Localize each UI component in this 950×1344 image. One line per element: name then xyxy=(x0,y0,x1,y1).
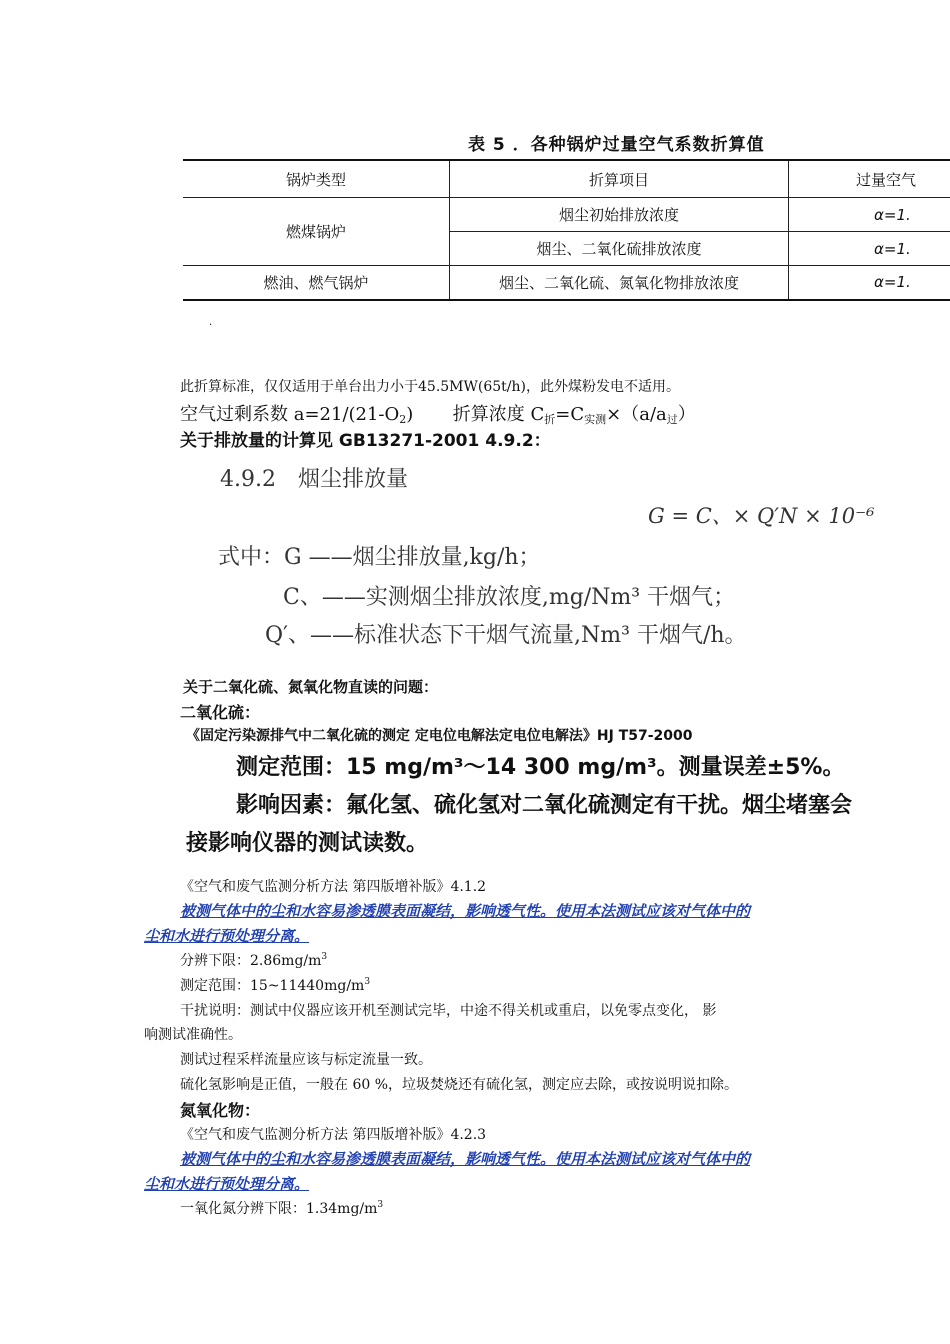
nox-warning-line1: 被测气体中的尘和水容易渗透膜表面凝结，影响透气性。使用本法测试应该对气体中的 xyxy=(180,1150,751,1168)
table-title: 表 5 ．各种锅炉过量空气系数折算值 xyxy=(468,135,765,155)
formula-ratio: ×（a/a xyxy=(606,404,667,425)
formula-line xyxy=(180,400,696,426)
formula-close: ) xyxy=(406,404,414,425)
standard-note: 此折算标准，仅仅适用于单台出力小于45.5MW(65t/h)，此外煤粉发电不适用。 xyxy=(180,379,680,395)
cube-superscript: 3 xyxy=(364,977,371,987)
no-resolution xyxy=(180,1198,383,1218)
so2-warning-line1: 被测气体中的尘和水容易渗透膜表面凝结，影响透气性。使用本法测试应该对气体中的 xyxy=(180,902,751,920)
coal-boiler-cell: 燃煤锅炉 xyxy=(183,198,450,266)
no-resolution-text: 一氧化氮分辨下限：1.34mg/m xyxy=(180,1201,378,1217)
fig-where1: 式中：G ——烟尘排放量,kg/h； xyxy=(218,545,541,570)
hj-reference: 《固定污染源排气中二氧化硫的测定 定电位电解法定电位电解法》HJ T57-2000 xyxy=(186,728,693,744)
cube-superscript: 3 xyxy=(377,1200,384,1210)
cube-superscript: 3 xyxy=(321,952,328,962)
stray-dot: · xyxy=(209,320,213,331)
dust-so2-nox-cell: 烟尘、二氧化硫、氮氧化物排放浓度 xyxy=(450,266,789,300)
formula-end: ） xyxy=(677,404,696,425)
o2-subscript: 2 xyxy=(399,413,407,426)
so2-resolution-text: 分辨下限：2.86mg/m xyxy=(180,953,322,969)
dust-so2-nox-value: α=1. xyxy=(789,266,950,300)
dust-so2-value: α=1. xyxy=(789,232,950,266)
so2-nox-heading: 关于二氧化硫、氮氧化物直读的问题： xyxy=(183,678,439,696)
header-boiler-type: 锅炉类型 xyxy=(183,160,450,198)
excess-air-formula: 空气过剩系数 a=21/(21-O xyxy=(180,404,400,425)
dust-so2-cell: 烟尘、二氧化硫排放浓度 xyxy=(450,232,789,266)
h2s-note: 硫化氢影响是正值，一般在 60 %，垃圾焚烧还有硫化氢，测定应去除，或按说明说扣除。 xyxy=(180,1077,739,1093)
so2-range xyxy=(180,975,370,995)
shice-subscript: 实测 xyxy=(584,413,607,426)
nox-book-reference: 《空气和废气监测分析方法 第四版增补版》4.2.3 xyxy=(180,1127,487,1143)
interference-line1: 干扰说明：测试中仪器应该开机至测试完毕，中途不得关机或重启，以免零点变化， 影 xyxy=(180,1003,717,1019)
hj-range: 测定范围：15 mg/m³～14 300 mg/m³。测量误差±5%。 xyxy=(236,755,845,780)
initial-dust-value: α=1. xyxy=(789,198,950,232)
initial-dust-cell: 烟尘初始排放浓度 xyxy=(450,198,789,232)
fig-equation: G = C、× Q′N × 10⁻⁶ xyxy=(648,504,875,528)
zhe-subscript: 折 xyxy=(544,413,556,426)
hj-factor-line1: 影响因素：氟化氢、硫化氢对二氧化硫测定有干扰。烟尘堵塞会 xyxy=(236,793,853,818)
so2-resolution xyxy=(180,950,327,970)
so2-heading: 二氧化硫： xyxy=(180,703,261,722)
header-conversion-item: 折算项目 xyxy=(450,160,789,198)
interference-line2: 响测试准确性。 xyxy=(144,1027,242,1043)
so2-book-reference: 《空气和废气监测分析方法 第四版增补版》4.1.2 xyxy=(180,879,487,895)
so2-range-text: 测定范围：15~11440mg/m xyxy=(180,978,365,994)
so2-warning-line2: 尘和水进行预处理分离。 xyxy=(144,927,310,945)
oil-gas-boiler-cell: 燃油、燃气锅炉 xyxy=(183,266,450,300)
fig-where2: C、——实测烟尘排放浓度,mg/Nm³ 干烟气； xyxy=(283,585,736,610)
guo-subscript: 过 xyxy=(666,413,678,426)
nox-warning-line2: 尘和水进行预处理分离。 xyxy=(144,1175,310,1193)
formula-equals: =C xyxy=(555,404,585,425)
coefficient-table xyxy=(183,159,950,303)
flow-note: 测试过程采样流量应该与标定流量一致。 xyxy=(180,1052,432,1068)
fig-where3: Q′、——标准状态下干烟气流量,Nm³ 干烟气/h。 xyxy=(265,623,747,648)
hj-factor-line2: 接影响仪器的测试读数。 xyxy=(186,831,429,856)
fig-title: 4.9.2 烟尘排放量 xyxy=(220,467,408,492)
converted-concentration-label: 折算浓度 C xyxy=(452,404,545,425)
emission-heading: 关于排放量的计算见 GB13271-2001 4.9.2： xyxy=(180,431,551,451)
nox-heading: 氮氧化物： xyxy=(180,1101,261,1120)
header-excess-air: 过量空气 xyxy=(789,160,950,198)
